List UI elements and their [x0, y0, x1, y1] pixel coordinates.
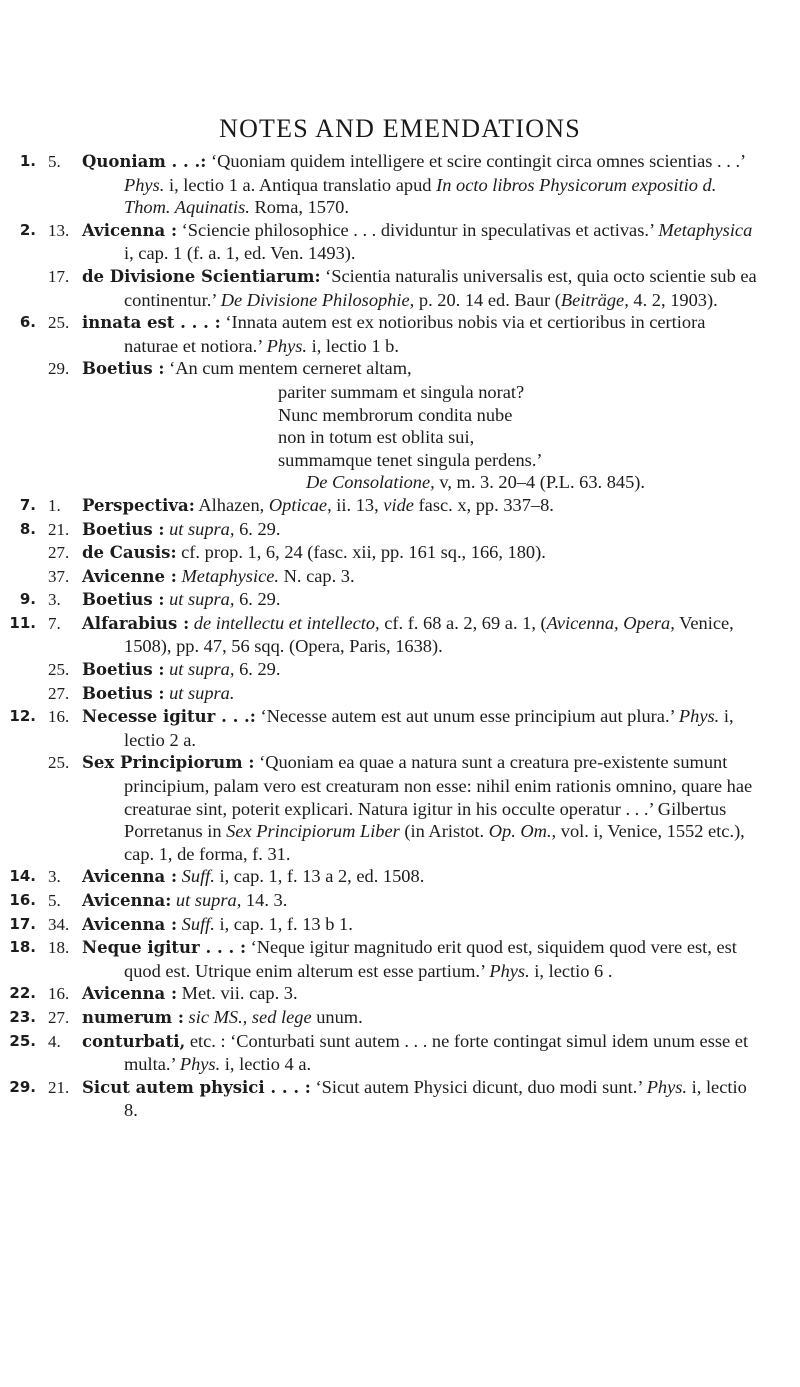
note-text — [48, 889, 758, 913]
note-italic: Metaphysica — [658, 219, 753, 240]
note-text — [48, 913, 758, 937]
line-number: 4. — [48, 1031, 61, 1051]
note-italic: Phys. — [678, 706, 720, 727]
note-text-part: ‘Neque igitur magnitudo erit quod est, siquidem quod vere est, est quod est. Utrique enim alterum est esse partium.’ — [124, 937, 737, 981]
line-number: 27. — [48, 683, 70, 703]
page-number: 9. — [19, 590, 36, 609]
note-italic: ut supra, — [169, 659, 235, 680]
note-italic: ut supra. — [169, 682, 235, 703]
note-entry — [0, 612, 800, 658]
note-text — [48, 265, 758, 311]
note-text — [48, 518, 758, 542]
line-number: 3. — [48, 867, 61, 887]
note-entry — [0, 1030, 800, 1076]
lemma: Sicut autem physici . . . : — [82, 1077, 311, 1097]
verse-source-title: De Consolatione, — [306, 472, 435, 493]
page-number: 11. — [9, 613, 36, 632]
page-number: 16. — [9, 891, 36, 909]
lemma: Perspectiva: — [82, 495, 195, 515]
note-text — [48, 565, 758, 589]
page-number: 1. — [19, 152, 36, 170]
note-text-part: unum. — [311, 1006, 363, 1027]
note-italic: Phys. — [124, 174, 165, 195]
note-text — [48, 150, 758, 219]
note-text-part: ‘Quoniam ea quae a natura sunt a creatura pre-existente sumunt principium, palam vero est creaturam non esse: nihil enim rationis omnino, quare hae creaturae sint, poterit explicari. Natura igitur in his occulte operatur . . .’ Gilbertus Porretanus in — [124, 752, 753, 842]
line-number: 5. — [48, 891, 61, 910]
note-italic: Op. Om., — [488, 821, 557, 842]
note-italic: ut supra, — [169, 589, 235, 610]
note-text-part: cf. f. 68 a. 2, 69 a. 1, ( — [379, 612, 547, 633]
lemma: Quoniam . . .: — [82, 152, 207, 171]
page-title: NOTES AND EMENDATIONS — [219, 114, 581, 143]
line-number: 16. — [48, 984, 70, 1004]
lemma: Necesse igitur . . .: — [82, 707, 256, 727]
lemma: Avicenna: — [82, 891, 172, 910]
note-text — [48, 588, 758, 612]
note-text-part: ‘Scientia naturalis universalis est, quia octo scientie sub ea continentur.’ — [124, 265, 757, 310]
note-text — [48, 751, 758, 865]
lemma: Avicenna : — [82, 984, 178, 1004]
note-text — [48, 612, 758, 658]
note-text-part: ‘Sicut autem Physici dicunt, duo modi sunt.’ — [310, 1076, 647, 1097]
lemma: Boetius : — [82, 590, 165, 610]
verse-line: summamque tenet singula perdens.’ — [278, 449, 543, 470]
note-text — [48, 1076, 758, 1122]
note-entry — [0, 982, 800, 1006]
note-text — [48, 658, 758, 682]
page-number: 17. — [9, 914, 36, 933]
note-text — [48, 541, 758, 565]
note-text — [48, 865, 758, 889]
page-number: 6. — [19, 313, 36, 332]
note-text-part: ‘An cum mentem cerneret altam, — [164, 358, 412, 379]
line-number: 17. — [48, 266, 70, 286]
note-text-part: 6. 29. — [234, 659, 281, 680]
note-text-part: Alhazen, — [194, 494, 269, 515]
note-text-part: ‘Necesse autem est aut unum esse principium aut plura.’ — [255, 706, 679, 727]
note-text-part: i, lectio 1 a. Antiqua translatio apud — [164, 174, 437, 195]
note-italic: ut supra, — [175, 890, 242, 910]
note-text-part: ‘Innata autem est ex notioribus nobis via et certioribus in certiora naturae et notiora.’ — [124, 312, 706, 356]
note-text-part: i, cap. 1 (f. a. 1, ed. Ven. 1493). — [124, 243, 356, 264]
lemma: Avicenna : — [82, 867, 178, 887]
page-number: 22. — [9, 984, 36, 1003]
note-entry — [0, 494, 800, 518]
note-italic: In octo libros Physicorum expositio d. Thom. Aquinatis. — [124, 174, 717, 218]
lemma: Avicenne : — [82, 566, 177, 586]
line-number: 27. — [48, 543, 70, 563]
note-entry — [0, 936, 800, 982]
line-number: 3. — [48, 590, 61, 610]
note-text-part: i, lectio 8. — [124, 1076, 747, 1121]
note-italic: Beiträge, — [560, 289, 629, 310]
note-entry — [0, 1076, 800, 1122]
note-italic: ut supra, — [169, 518, 235, 539]
note-entry — [0, 1006, 800, 1030]
note-italic: Sex Principiorum Liber — [226, 821, 400, 842]
note-entry — [0, 705, 800, 751]
page-number: 25. — [9, 1031, 36, 1050]
line-number: 29. — [48, 359, 70, 379]
page-number: 29. — [9, 1077, 36, 1096]
note-text-part: ‘Quoniam quidem intelligere et scire contingit circa omnes scientias . . .’ — [206, 151, 745, 171]
lemma: Avicenna : — [82, 220, 178, 240]
lemma: Boetius : — [82, 660, 165, 680]
note-italic: Opticae, — [268, 494, 332, 515]
verse-line: pariter summam et singula norat? — [278, 381, 525, 402]
lemma: de Causis: — [82, 543, 177, 563]
lemma: numerum : — [82, 1007, 184, 1027]
note-italic: Phys. — [266, 335, 307, 356]
lemma: Boetius : — [82, 359, 165, 379]
line-number: 21. — [48, 519, 70, 539]
note-entry — [0, 865, 800, 889]
line-number: 18. — [48, 938, 70, 958]
note-text-part: N. cap. 3. — [279, 565, 355, 586]
lemma: Boetius : — [82, 683, 165, 703]
note-text — [48, 311, 758, 357]
note-entry — [0, 150, 800, 219]
note-text — [48, 982, 758, 1006]
note-text — [48, 936, 758, 982]
verse-source-ref: v, m. 3. 20–4 (P.L. 63. 845). — [434, 472, 646, 493]
page-number: 14. — [9, 867, 36, 886]
line-number: 21. — [48, 1077, 70, 1097]
verse-source — [278, 471, 758, 494]
page-number: 18. — [9, 938, 36, 957]
note-text-part: i, lectio 2 a. — [124, 706, 734, 750]
note-text-part: i, lectio 4 a. — [220, 1054, 312, 1075]
line-number: 25. — [48, 660, 70, 680]
note-entry — [0, 518, 800, 542]
note-text — [48, 1006, 758, 1030]
note-text — [48, 705, 758, 751]
note-entry — [0, 913, 800, 937]
note-text-part: i, cap. 1, f. 13 b 1. — [214, 913, 353, 934]
lemma: conturbati, — [82, 1031, 186, 1051]
note-entry — [0, 541, 800, 565]
note-text-part: Met. vii. cap. 3. — [177, 983, 298, 1004]
note-text-part: ‘Sciencie philosophice . . . dividuntur in speculativas et activas.’ — [177, 219, 659, 240]
verse-line: Nunc membrorum condita nube — [278, 404, 513, 425]
note-entry — [0, 751, 800, 865]
note-italic: de intellectu et intellecto, — [193, 612, 380, 633]
note-text-part: ii. 13, — [331, 494, 384, 515]
note-text-part: 6. 29. — [234, 589, 281, 610]
note-text-part: vol. i, Venice, 1552 etc.), cap. 1, de forma, f. 31. — [124, 821, 745, 864]
page-number: 2. — [19, 220, 36, 239]
note-text-part: 6. 29. — [234, 518, 281, 539]
lemma: Avicenna : — [82, 914, 178, 934]
lemma: Sex Principiorum : — [82, 753, 255, 773]
lemma: Alfarabius : — [82, 613, 190, 633]
note-italic: vide — [383, 494, 414, 515]
line-number: 25. — [48, 753, 70, 773]
note-text — [48, 1030, 758, 1076]
line-number: 37. — [48, 566, 70, 586]
note-text-part: i, cap. 1, f. 13 a 2, ed. 1508. — [214, 866, 425, 887]
line-number: 27. — [48, 1007, 70, 1027]
lemma: Neque igitur . . . : — [82, 938, 247, 958]
verse-block — [82, 381, 758, 494]
note-text-part: fasc. x, pp. 337–8. — [413, 494, 554, 515]
lemma: Boetius : — [82, 519, 165, 539]
note-italic: Suff. — [181, 866, 215, 887]
note-text-part: i, lectio 1 b. — [307, 335, 399, 356]
note-entry — [0, 219, 800, 265]
lemma: innata est . . . : — [82, 313, 221, 333]
note-text-part: Roma, 1570. — [249, 197, 349, 218]
note-entry — [0, 265, 800, 311]
note-text-part: p. 20. 14 ed. Baur ( — [414, 289, 561, 310]
line-number: 34. — [48, 914, 70, 934]
note-entry — [0, 357, 800, 494]
note-entry — [0, 889, 800, 913]
note-text-part: 14. 3. — [241, 890, 288, 910]
page-number: 23. — [9, 1007, 36, 1026]
page-number: 8. — [19, 519, 36, 538]
line-number: 13. — [48, 220, 70, 240]
line-number: 1. — [48, 495, 61, 515]
page-number: 12. — [9, 707, 36, 726]
line-number: 25. — [48, 313, 70, 333]
note-italic: Phys. — [646, 1076, 688, 1097]
verse-line: non in totum est oblita sui, — [278, 427, 475, 448]
note-text-part: 4. 2, 1903). — [628, 289, 718, 310]
notes-list — [0, 150, 800, 1122]
note-italic: Phys. — [179, 1054, 221, 1075]
page-number: 7. — [19, 495, 36, 514]
note-text — [48, 682, 758, 706]
note-text — [48, 494, 758, 518]
note-text-part: etc. : ‘Conturbati sunt autem . . . ne forte contingat simul idem unum esse et multa.’ — [124, 1030, 749, 1075]
note-entry — [0, 311, 800, 357]
note-italic: sic MS., sed lege — [188, 1006, 312, 1027]
lemma: de Divisione Scientiarum: — [82, 266, 321, 286]
line-number: 5. — [48, 152, 61, 171]
note-text-part: i, lectio 6 . — [529, 960, 613, 981]
line-number: 7. — [48, 613, 61, 633]
note-text-part: Venice, 1508), pp. 47, 56 sqq. (Opera, Paris, 1638). — [124, 612, 734, 657]
note-italic: Avicenna, Opera, — [546, 612, 675, 633]
note-text — [48, 357, 758, 381]
note-entry — [0, 658, 800, 682]
note-entry — [0, 565, 800, 589]
note-text-part: cf. prop. 1, 6, 24 (fasc. xii, pp. 161 sq., 166, 180). — [176, 542, 546, 563]
note-entry — [0, 588, 800, 612]
note-text-part: (in Aristot. — [399, 821, 489, 842]
note-text — [48, 219, 758, 265]
line-number: 16. — [48, 707, 70, 727]
note-italic: Metaphysice. — [181, 565, 279, 586]
note-italic: Suff. — [181, 913, 215, 934]
note-italic: Phys. — [489, 960, 530, 981]
note-entry — [0, 682, 800, 706]
note-italic: De Divisione Philosophie, — [220, 289, 415, 310]
